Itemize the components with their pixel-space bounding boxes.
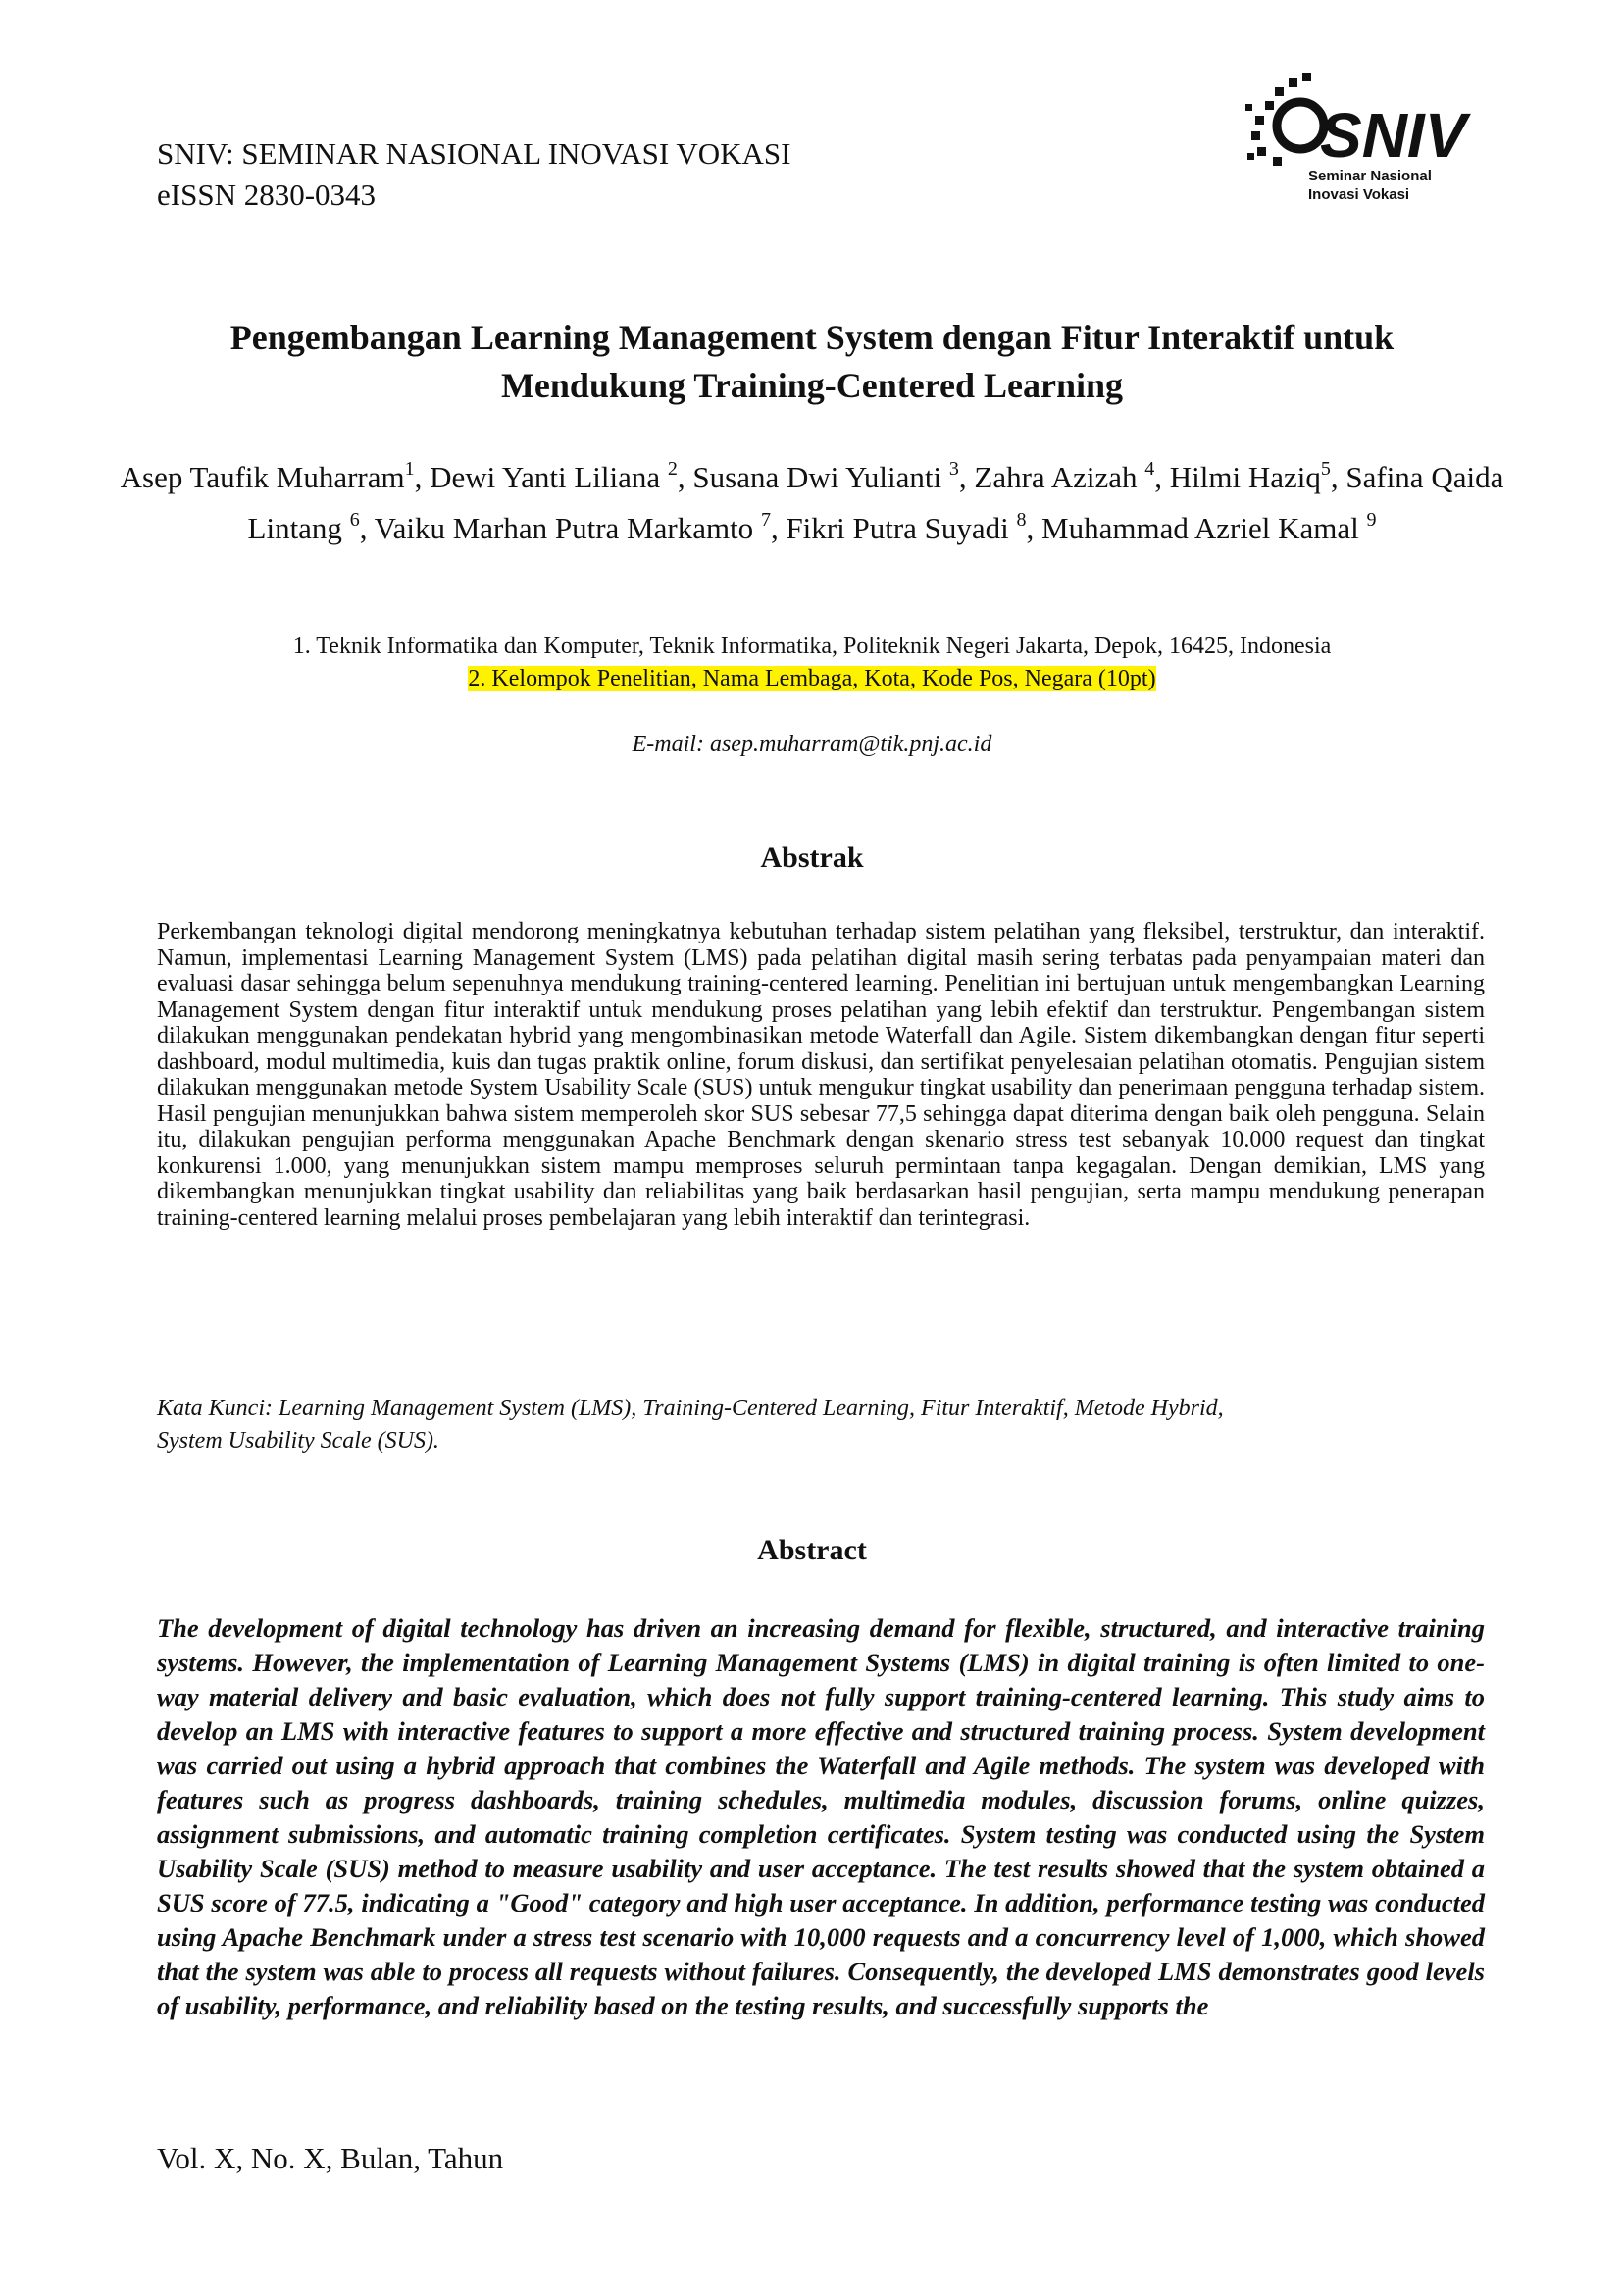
affiliation-2-highlighted: 2. Kelompok Penelitian, Nama Lembaga, Kota, Kode Pos, Negara (10pt) [468, 666, 1156, 691]
author-name: , Safina Qaida Lintang [247, 460, 1504, 545]
author-name: , Susana Dwi Yulianti [677, 460, 949, 494]
author-name: , Vaiku Marhan Putra Markamto [359, 511, 761, 545]
title-line1: Pengembangan Learning Management System dengan Fitur Interaktif untuk [229, 318, 1395, 357]
author-affil-mark: 4 [1144, 458, 1155, 480]
author-name: , Zahra Azizah [958, 460, 1145, 494]
author-affil-mark: 1 [404, 458, 415, 480]
sniv-logo [1243, 71, 1491, 218]
logo-mark: SNIV [1320, 100, 1467, 169]
author-list [118, 452, 1506, 554]
author-name: , Dewi Yanti Liliana [414, 460, 668, 494]
journal-header [157, 133, 790, 216]
keywords-line1: Kata Kunci: Learning Management System (LMS), Training-Centered Learning, Fitur Interaktif, Metode Hybrid, [157, 1396, 1224, 1421]
contact-email: E-mail: asep.muharram@tik.pnj.ac.id [632, 732, 992, 757]
journal-name: SNIV: SEMINAR NASIONAL INOVASI VOKASI [157, 136, 791, 171]
author-affil-mark: 5 [1320, 458, 1331, 480]
author-affil-mark: 2 [667, 458, 678, 480]
abstract-body: The development of digital technology has driven an increasing demand for flexible, structured, and interactive training systems. However, the implementation of Learning Management Systems (LMS) in digital training is often limited to one-way material delivery and basic evaluation, which does not fully support training-centered learning. This study aims to develop an LMS with interactive features to support a more effective and structured training process. System development was carried out using a hybrid approach that combines the Waterfall and Agile methods. The system was developed with features such as progress dashboards, training schedules, multimedia modules, discussion forums, online quizzes, assignment submissions, and automatic training completion certificates. System testing was conducted using the System Usability Scale (SUS) method to measure usability and user acceptance. The test results showed that the system obtained a SUS score of 77.5, indicating a "Good" category and high user acceptance. In addition, performance testing was conducted using Apache Benchmark under a stress test scenario with 10,000 requests and a concurrency level of 1,000, which showed that the system was able to process all requests without failures. Consequently, the developed LMS demonstrates good levels of usability, performance, and reliability based on the testing results, and successfully supports the [157, 1613, 1485, 2020]
affiliations [118, 631, 1506, 695]
abstrak-heading: Abstrak [760, 841, 864, 874]
abstrak-keywords [157, 1393, 1485, 1457]
author-affil-mark: 3 [948, 458, 959, 480]
author-affil-mark: 7 [760, 509, 771, 531]
logo-caption [1308, 167, 1432, 204]
abstract-heading: Abstract [757, 1534, 867, 1566]
logo-line2: Inovasi Vokasi [1308, 186, 1410, 203]
author-name: , Hilmi Haziq [1154, 460, 1321, 494]
abstrak-body: Perkembangan teknologi digital mendorong meningkatnya kebutuhan terhadap sistem pelatihan yang fleksibel, terstruktur, dan interaktif. Namun, implementasi Learning Management System (LMS) pada pelatihan digital masih sering terbatas pada penyampaian materi dan evaluasi dasar sehingga belum sepenuhnya mendukung training-centered learning. Penelitian ini bertujuan untuk mengembangkan Learning Management System dengan fitur interaktif untuk mendukung proses pelatihan yang lebih efektif dan terstruktur. Pengembangan sistem dilakukan menggunakan pendekatan hybrid yang mengombinasikan metode Waterfall dan Agile. Sistem dikembangkan dengan fitur seperti dashboard, modul multimedia, kuis dan tugas praktik online, forum diskusi, dan sertifikat penyelesaian pelatihan otomatis. Pengujian sistem dilakukan menggunakan metode System Usability Scale (SUS) untuk mengukur tingkat usability dan penerimaan pengguna terhadap sistem. Hasil pengujian menunjukkan bahwa sistem memperoleh skor SUS sebesar 77,5 sehingga dapat diterima dengan baik oleh pengguna. Selain itu, dilakukan pengujian performa menggunakan Apache Benchmark dengan skenario stress test sebanyak 10.000 request dan tingkat konkurensi 1.000, yang menunjukkan sistem mampu memproses seluruh permintaan tanpa kegagalan. Dengan demikian, LMS yang dikembangkan menunjukkan tingkat usability dan reliabilitas yang baik berdasarkan hasil pengujian, serta mampu mendukung penerapan training-centered learning melalui proses pembelajaran yang lebih interaktif dan terintegrasi. [157, 919, 1485, 1231]
author-name: , Fikri Putra Suyadi [770, 511, 1017, 545]
title-line2: Mendukung Training-Centered Learning [500, 366, 1124, 405]
journal-issn: eISSN 2830-0343 [157, 178, 377, 212]
author-affil-mark: 6 [349, 509, 360, 531]
affiliation-1: 1. Teknik Informatika dan Komputer, Teknik Informatika, Politeknik Negeri Jakarta, Depok, 16425, Indonesia [292, 634, 1332, 659]
author-affil-mark: 9 [1366, 509, 1377, 531]
author-name: Asep Taufik Muharram [120, 460, 405, 494]
gear-icon [1243, 71, 1491, 169]
author-name: , Muhammad Azriel Kamal [1026, 511, 1367, 545]
author-affil-mark: 8 [1016, 509, 1027, 531]
logo-line1: Seminar Nasional [1308, 168, 1432, 184]
issue-footer: Vol. X, No. X, Bulan, Tahun [157, 2141, 504, 2175]
paper-title [118, 314, 1506, 410]
keywords-line2: System Usability Scale (SUS). [157, 1428, 439, 1453]
